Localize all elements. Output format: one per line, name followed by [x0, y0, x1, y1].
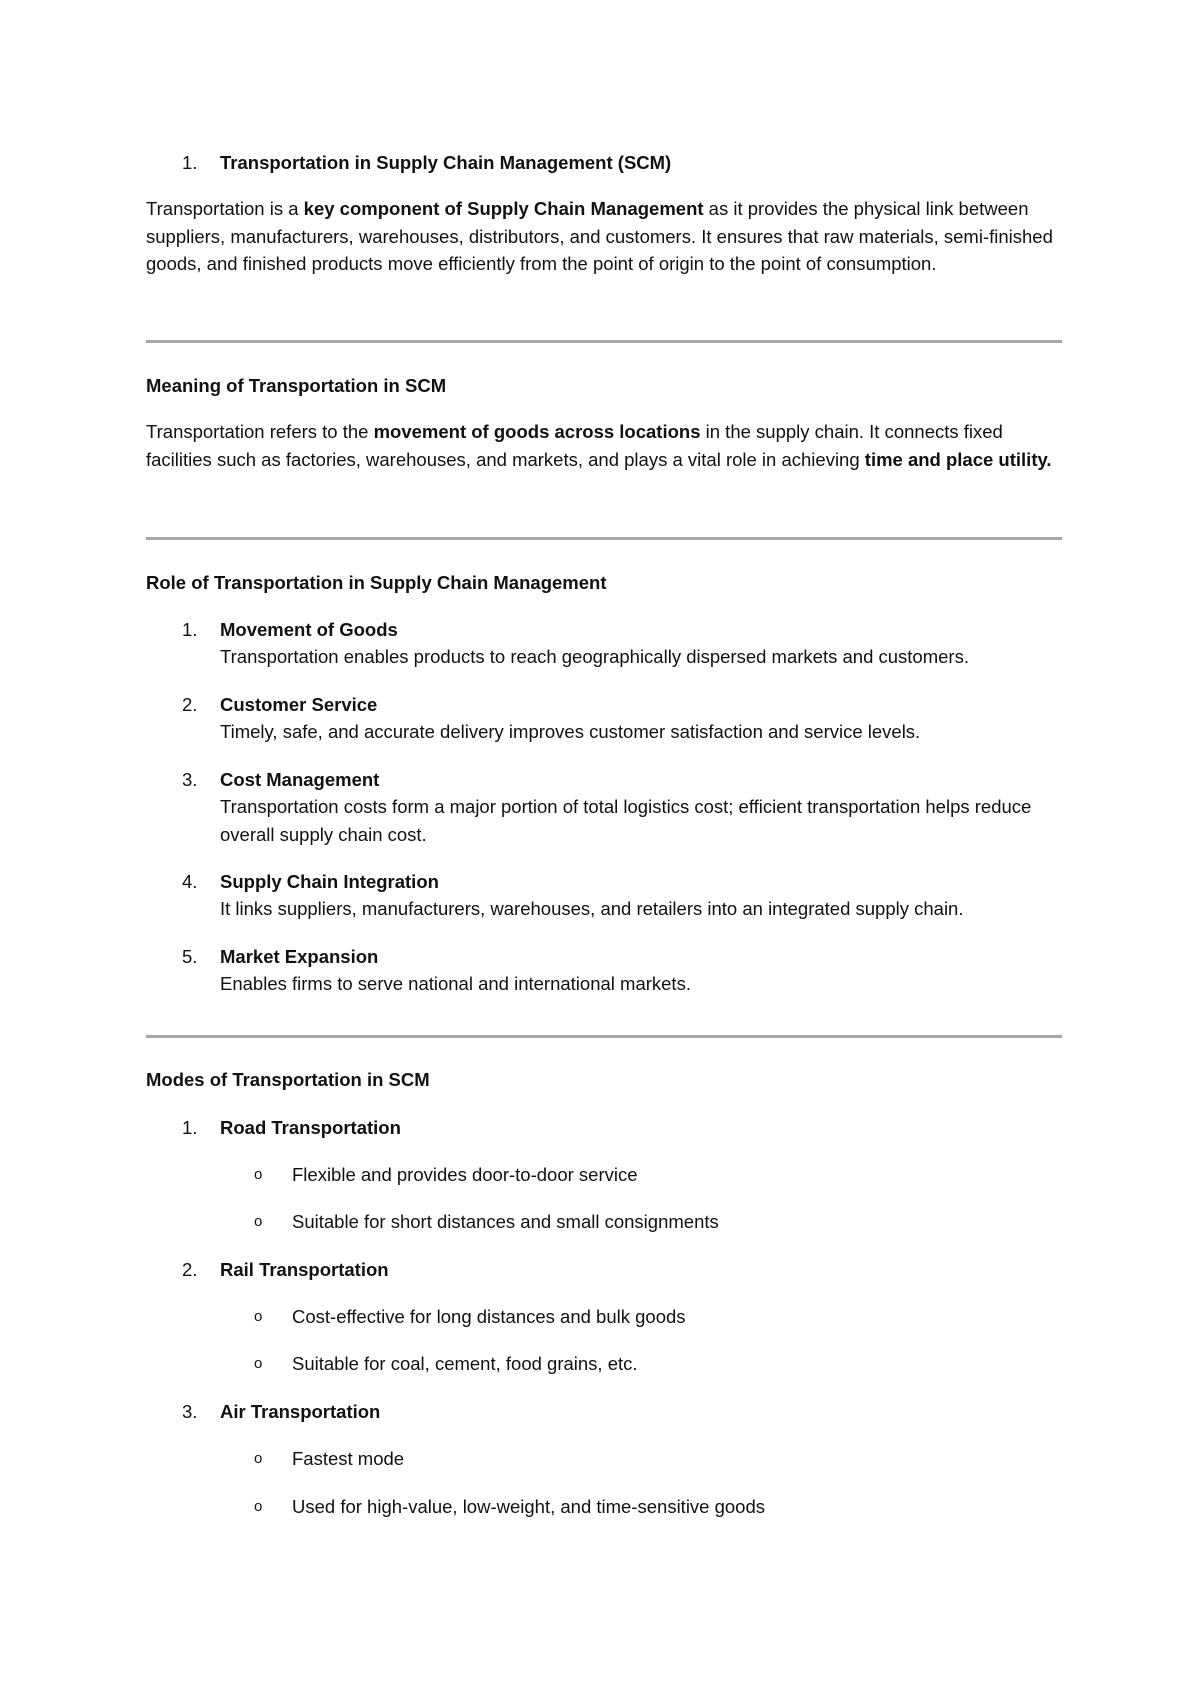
bullet-marker: o [254, 1213, 263, 1230]
role-item-number: 2. [182, 694, 198, 715]
role-item-number: 3. [182, 769, 198, 790]
role-item-description: It links suppliers, manufacturers, warehouses, and retailers into an integrated supply chain. [220, 898, 964, 919]
role-item-title: Cost Management [220, 769, 380, 790]
role-item-title: Market Expansion [220, 946, 379, 967]
mode-item-number: 1. [182, 1117, 198, 1138]
mode-item-title: Air Transportation [220, 1401, 381, 1422]
bullet-marker: o [254, 1166, 263, 1183]
bullet-marker: o [254, 1308, 263, 1325]
role-item-number: 1. [182, 619, 198, 640]
role-item-description: Enables firms to serve national and international markets. [220, 973, 691, 994]
mode-point-text: Flexible and provides door-to-door service [292, 1164, 638, 1185]
mode-point-text: Fastest mode [292, 1448, 405, 1469]
role-item-title: Movement of Goods [220, 619, 398, 640]
meaning-emphasis-2: time and place utility. [864, 448, 1052, 470]
role-item-title: Customer Service [220, 694, 378, 715]
mode-point-text: Cost-effective for long distances and bulk goods [292, 1306, 686, 1327]
role-item-description: Transportation enables products to reach geographically dispersed markets and customers. [220, 646, 969, 667]
role-item-number: 4. [182, 871, 198, 892]
mode-item-title: Road Transportation [220, 1117, 401, 1138]
divider [146, 1035, 1062, 1038]
section-1-emphasis: key component of Supply Chain Management [303, 198, 704, 219]
bullet-marker: o [254, 1450, 263, 1467]
role-item-description: Timely, safe, and accurate delivery improves customer satisfaction and service levels. [220, 721, 921, 742]
meaning-paragraph: Transportation refers to the movement of goods across locations in the supply chain. It connects fixed facilities such as factories, warehouses, and markets, and plays a vital role in achieving time and place utility. [146, 421, 1052, 470]
meaning-emphasis-1: movement of goods across locations [373, 421, 701, 442]
bullet-marker: o [254, 1355, 263, 1372]
role-item-description: Transportation costs form a major portion of total logistics cost; efficient transportation helps reduce overall supply chain cost. [220, 796, 1032, 845]
mode-item-number: 3. [182, 1401, 198, 1422]
modes-heading: Modes of Transportation in SCM [146, 1069, 430, 1090]
divider [146, 537, 1062, 540]
role-heading: Role of Transportation in Supply Chain Management [146, 572, 607, 593]
section-1-number: 1. [182, 152, 198, 173]
bullet-marker: o [254, 1498, 263, 1515]
section-1-paragraph: Transportation is a key component of Supply Chain Management as it provides the physical link between suppliers, manufacturers, warehouses, distributors, and customers. It ensures that raw materials, semi-finished goods, and finished products move efficiently from the point of origin to the point of consumption. [146, 198, 1053, 274]
divider [146, 340, 1062, 343]
role-item-number: 5. [182, 946, 198, 967]
mode-point-text: Suitable for coal, cement, food grains, etc. [292, 1353, 638, 1374]
meaning-heading: Meaning of Transportation in SCM [146, 375, 447, 396]
role-item-title: Supply Chain Integration [220, 871, 439, 892]
mode-item-title: Rail Transportation [220, 1259, 389, 1280]
mode-item-number: 2. [182, 1259, 198, 1280]
mode-point-text: Used for high-value, low-weight, and time-sensitive goods [292, 1496, 766, 1517]
section-1-title: Transportation in Supply Chain Management (SCM) [220, 152, 672, 173]
mode-point-text: Suitable for short distances and small consignments [292, 1211, 719, 1232]
